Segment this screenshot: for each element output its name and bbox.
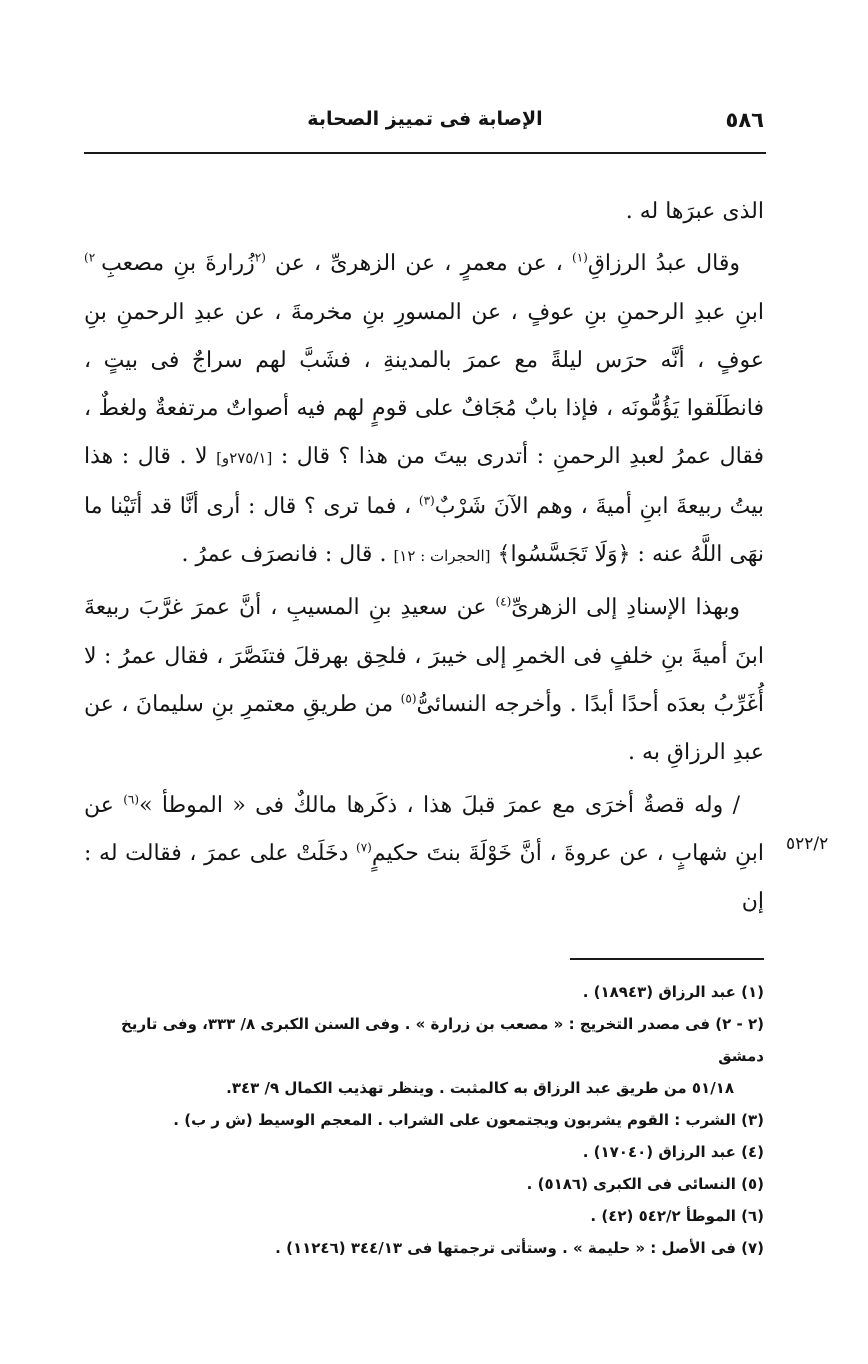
footnote-marker-6: (٦): [123, 792, 140, 807]
footnote-2-continued: ٥١/١٨ من طريق عبد الرزاق به كالمثبت . وينظر تهذيب الكمال ٩/ ٣٤٣.: [226, 1079, 734, 1097]
footnote-marker-7: (٧): [356, 840, 372, 855]
text-span: وبهذا الإسنادِ إلى الزهرىِّ: [511, 595, 741, 621]
footnote-1: (١) عبد الرزاق (١٨٩٤٣) .: [582, 983, 764, 1001]
footnote-2: (٢ - ٢) فى مصدر التخريج : « مصعب بن زرارة » . وفى السنن الكبرى ٨/ ٣٣٣، وفى تاريخ دمشق: [121, 1015, 764, 1065]
text-span: ابنِ عبدِ الرحمنِ بنِ عوفٍ ، عن المسورِ بنِ مخرمةَ ، عن عبدِ الرحمنِ بنِ عوفٍ ، أنَّه حرَس ليلةً مع عمرَ بالمدينةِ ، فشَبَّ لهم سراجٌ فى بيتٍ ، فانطَلَقوا يَؤُمُّونَه ، فإذا بابٌ مُجَافٌ على قومٍ لهم فيه أصواتٌ مرتفعةٌ ولغطٌ ، فقال عمرُ لعبدِ الرحمنِ : أتدرى بيتَ من هذا ؟ قال :: [84, 299, 765, 470]
footnote-marker-4: (٤): [495, 595, 512, 610]
quran-reference: [الحجرات : ١٢]: [393, 547, 491, 566]
footnote-marker-5: (٥): [400, 691, 417, 706]
text-span: . قال : فانصرَف عمرُ .: [181, 542, 394, 568]
footnote-6: (٦) الموطأ ٥٤٢/٢ (٤٢) .: [590, 1207, 764, 1225]
footnote-marker-2-start: (٢: [254, 250, 266, 265]
text-span: عن ابنِ شهابٍ ، عن عروةَ ، أنَّ خَوْلَةَ بنتَ حكيمٍ: [84, 792, 764, 866]
text-span: وقال عبدُ الرزاقِ: [587, 251, 740, 277]
footnote-5: (٥) النسائى فى الكبرى (٥١٨٦) .: [526, 1175, 764, 1193]
footnotes: [84, 976, 764, 1264]
text-span: عن سعيدِ بنِ المسيبِ ، أنَّ عمرَ غرَّبَ ربيعةَ ابنَ أميةَ بنِ خلفٍ فى الخمرِ إلى خيبرَ ، فلحِق بهرقلَ فتنَصَّرَ ، فقال عمرُ : لا أُغَرِّبُ بعدَه أحدًا أبدًا . وأخرجه النسائىُّ: [84, 595, 765, 717]
main-text: [84, 188, 764, 930]
paragraph-2: [84, 240, 764, 580]
paragraph-4: [84, 782, 764, 927]
footnote-marker-1: (١): [572, 250, 588, 265]
quran-verse: ﴿وَلَا تَجَسَّسُوا﴾: [497, 542, 631, 568]
paragraph-3: [84, 584, 764, 777]
text-span: لا . قال : هذا بيتُ ربيعةَ ابنِ أميةَ ، وهم الآنَ شَرْبٌ: [84, 444, 764, 519]
page-number: ٥٨٦: [725, 108, 764, 132]
text-span: ، فما ترى ؟ قال : أرى أنَّا قد أتَيْنا ما نهَى اللَّهُ عنه :: [84, 493, 764, 568]
text-span: دخَلَتْ على عمرَ ، فقالت له : إن: [84, 840, 764, 915]
running-title: الإصابة فى تمييز الصحابة: [307, 108, 543, 130]
footnote-marker-2-end: ٢): [84, 250, 102, 265]
header-rule: [84, 152, 766, 154]
text-span: / وله قصةٌ أخرَى مع عمرَ قبلَ هذا ، ذكَرها مالكٌ فى « الموطأ »: [139, 792, 740, 818]
footnote-7: (٧) فى الأصل : « حليمة » . وستأتى ترجمتها فى ٣٤٤/١٣ (١١٢٤٦) .: [275, 1239, 764, 1257]
manuscript-folio-ref: [٢٧٥/١و]: [216, 449, 273, 468]
text-span: ، عن معمرٍ ، عن الزهرىِّ ، عن: [265, 251, 573, 277]
footnote-separator: [570, 958, 764, 960]
text-span: من طريقِ معتمرِ بنِ سليمانَ ، عن عبدِ الرزاقِ به .: [84, 691, 764, 766]
text-span: زُرارةَ بنِ مصعبِ: [101, 251, 255, 277]
footnote-4: (٤) عبد الرزاق (١٧٠٤٠) .: [582, 1143, 764, 1161]
margin-volume-page-ref: ٥٢٢/٢: [786, 834, 829, 854]
footnote-marker-3: (٣): [418, 493, 435, 508]
footnote-3: (٣) الشرب : القوم يشربون ويجتمعون على الشراب . المعجم الوسيط (ش ر ب) .: [173, 1111, 764, 1129]
paragraph-1: الذى عبرَها له .: [625, 199, 764, 224]
page-header: [86, 104, 764, 144]
